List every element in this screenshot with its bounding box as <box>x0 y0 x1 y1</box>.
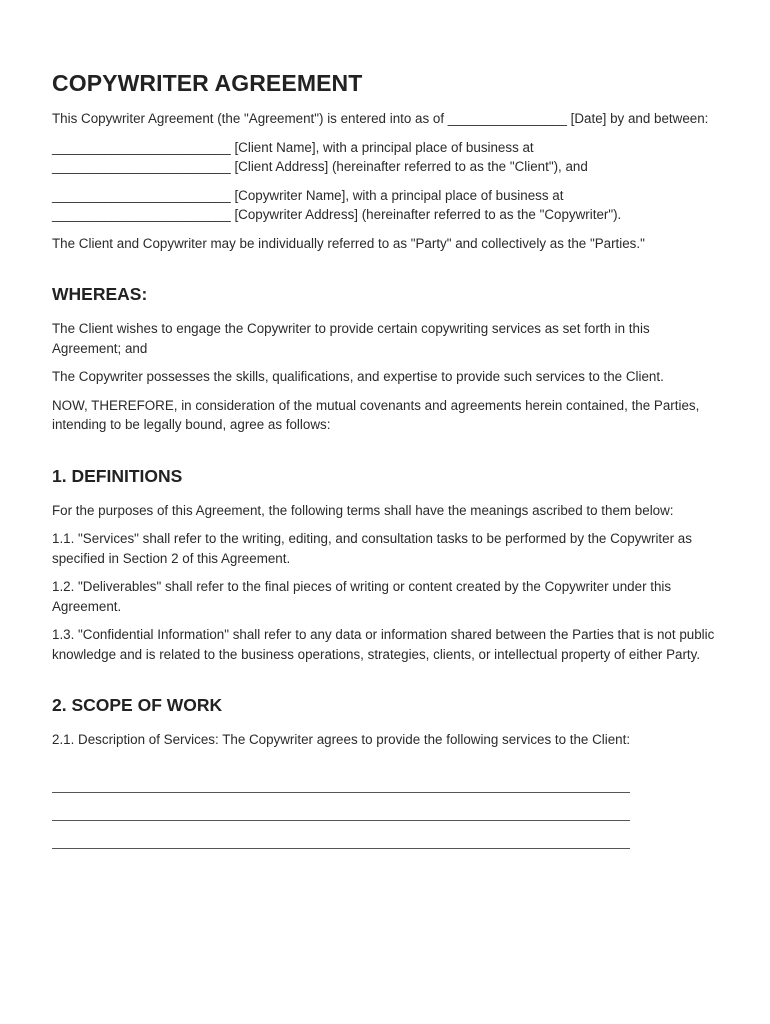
definition-deliverables: 1.2. "Deliverables" shall refer to the final pieces of writing or content created by the Copywriter under this Agreement. <box>52 579 672 614</box>
definition-confidential-information: 1.3. "Confidential Information" shall refer to any data or information shared between the Parties that is not public knowledge and is related to the business operations, strategies, clients, or intellectual property of either Party. <box>52 627 715 662</box>
page-title: COPYWRITER AGREEMENT <box>52 70 363 96</box>
scope-description: 2.1. Description of Services: The Copywriter agrees to provide the following services to the Client: <box>52 732 631 747</box>
services-blank-line <box>52 775 630 793</box>
definitions-heading: 1. DEFINITIONS <box>52 465 183 486</box>
whereas-paragraph-2: The Copywriter possesses the skills, qualifications, and expertise to provide such services to the Client. <box>52 369 664 384</box>
definition-services: 1.1. "Services" shall refer to the writing, editing, and consultation tasks to be performed by the Copywriter as specified in Section 2 of this Agreement. <box>52 531 692 566</box>
copywriter-block <box>52 186 718 225</box>
copywriter-name-line: ________________________ [Copywriter Name], with a principal place of business at <box>52 187 564 203</box>
client-address-line: ________________________ [Client Address] (hereinafter referred to as the "Client"), and <box>52 159 588 174</box>
services-blank-line <box>52 831 630 849</box>
client-block <box>52 138 718 177</box>
definitions-intro: For the purposes of this Agreement, the following terms shall have the meanings ascribed to them below: <box>52 502 674 518</box>
whereas-paragraph-3: NOW, THEREFORE, in consideration of the mutual covenants and agreements herein contained, the Parties, intending to be legally bound, agree as follows: <box>52 397 700 432</box>
whereas-paragraph-1: The Client wishes to engage the Copywriter to provide certain copywriting services as set forth in this Agreement; and <box>52 321 650 356</box>
services-blank-line <box>52 803 630 821</box>
intro-paragraph: This Copywriter Agreement (the "Agreement") is entered into as of ________________ [Date] by and between: <box>52 111 709 126</box>
whereas-heading: WHEREAS: <box>52 284 148 304</box>
scope-heading: 2. SCOPE OF WORK <box>52 695 223 715</box>
parties-paragraph: The Client and Copywriter may be individually referred to as "Party" and collectively as the "Parties." <box>52 235 645 251</box>
client-name-line: ________________________ [Client Name], with a principal place of business at <box>52 139 534 155</box>
copywriter-address-line: ________________________ [Copywriter Address] (hereinafter referred to as the "Copywriter"). <box>52 207 622 222</box>
